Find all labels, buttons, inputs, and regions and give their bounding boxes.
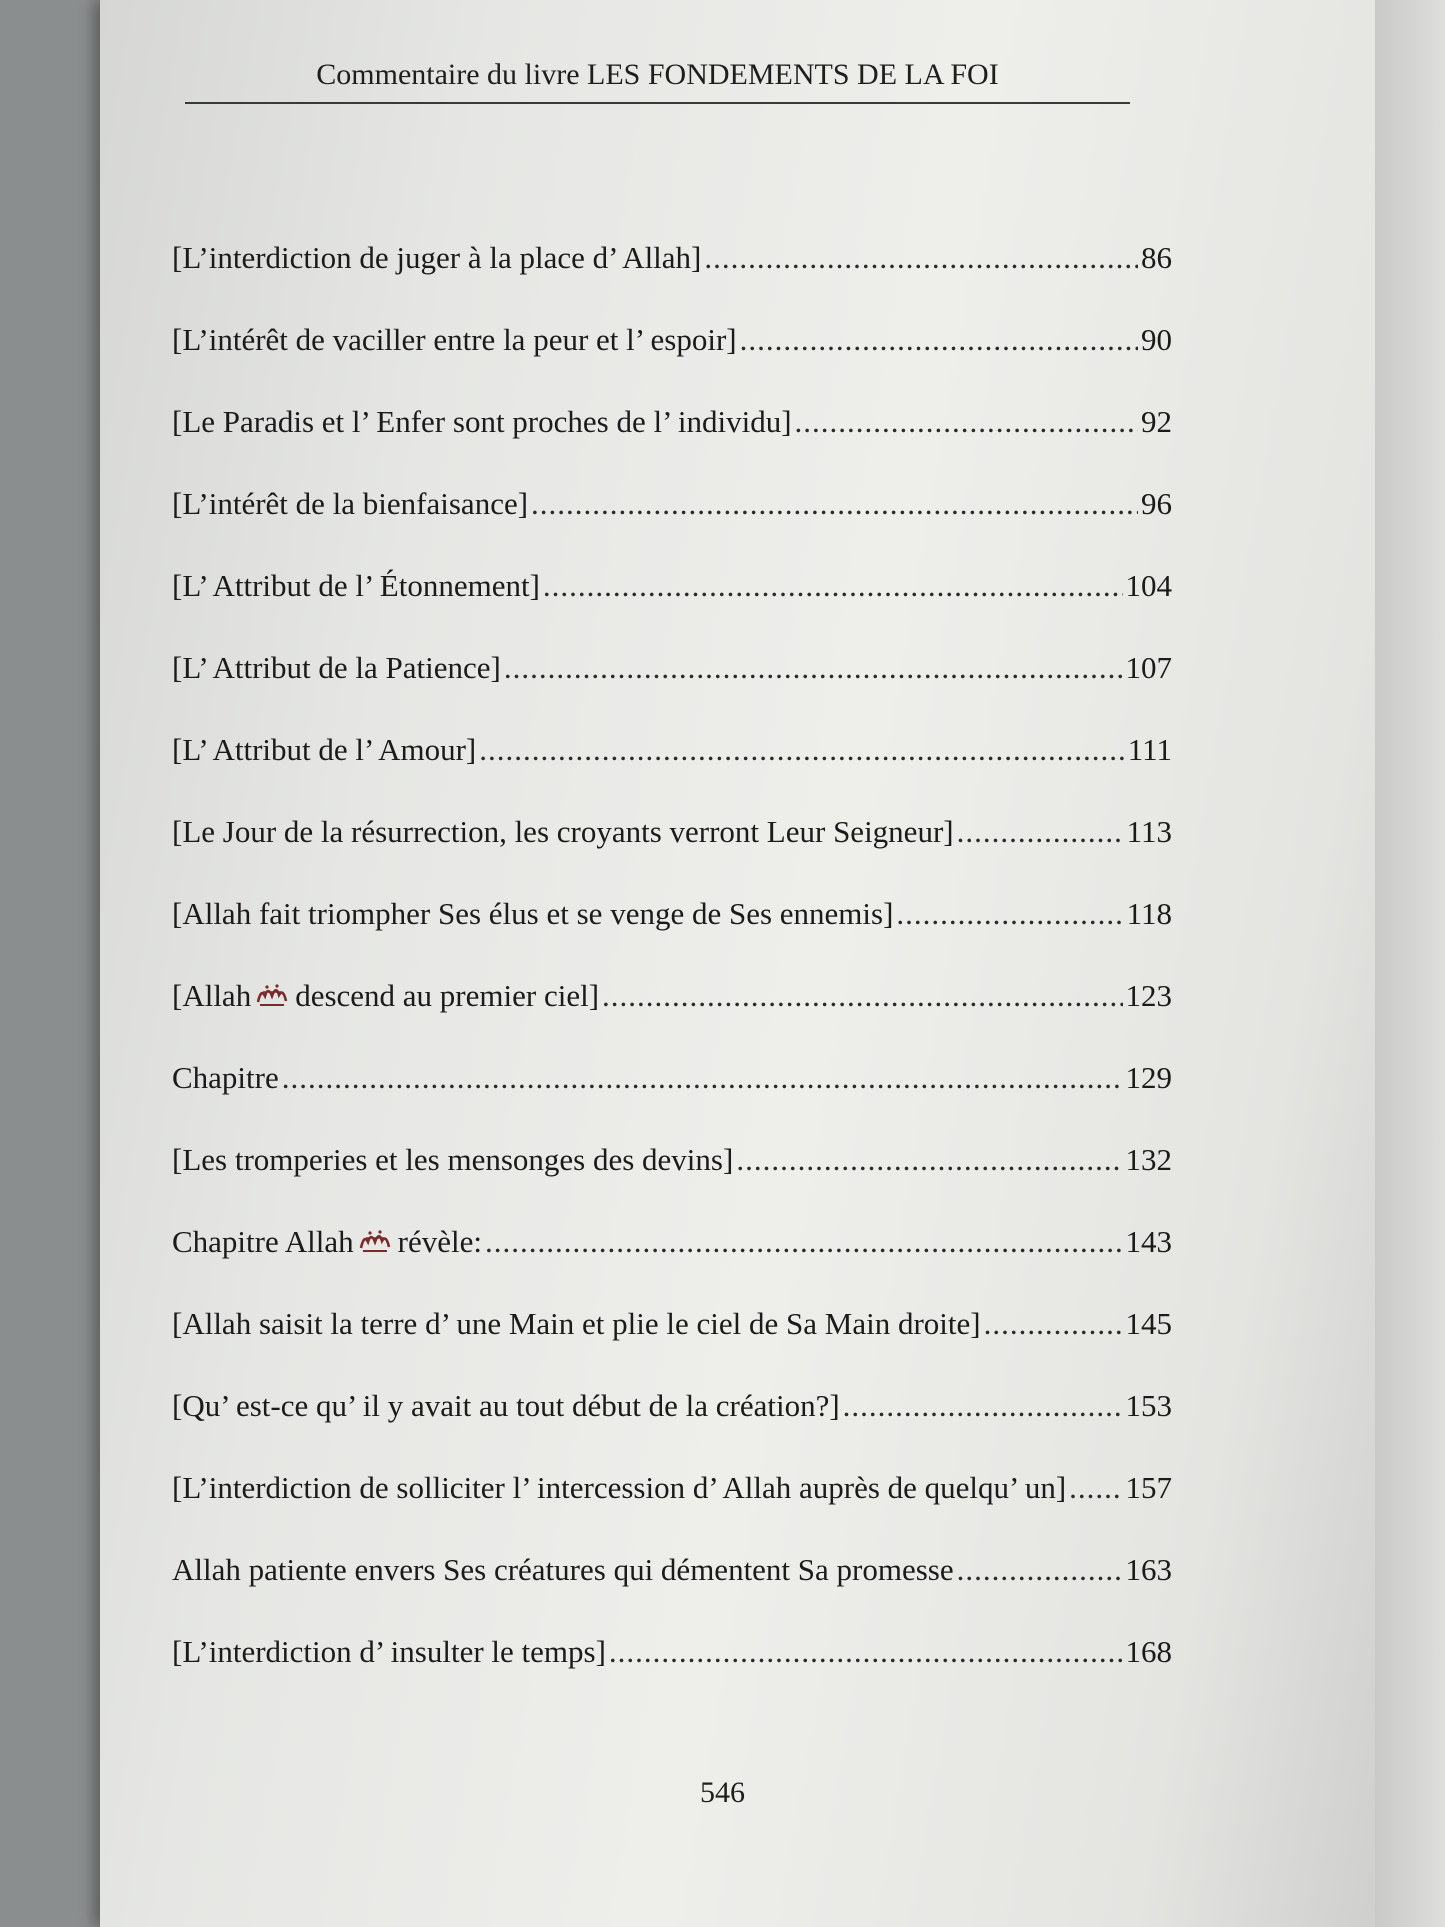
entry-title (172, 1224, 482, 1260)
entry-title-start: Chapitre Allah (172, 1224, 354, 1259)
entry-title: [L’interdiction de solliciter l’ intercession d’ Allah auprès de quelqu’ un] (172, 1470, 1067, 1505)
toc-entry (172, 978, 1172, 1060)
toc-entry (172, 1142, 1172, 1224)
entry-page-number: 107 (1125, 650, 1172, 685)
toc-entry (172, 322, 1172, 404)
dot-leader (795, 404, 1138, 440)
entry-title: [L’ Attribut de l’ Étonnement] (172, 568, 540, 603)
honorific-calligraphy-icon (255, 982, 289, 1008)
toc-entry (172, 1306, 1172, 1388)
entry-title: [Les tromperies et les mensonges des devins] (172, 1142, 734, 1177)
entry-page-number: 143 (1125, 1224, 1172, 1259)
dot-leader (282, 1060, 1123, 1096)
header-rule (185, 102, 1130, 104)
dot-leader (602, 978, 1122, 1014)
dot-leader (479, 732, 1125, 768)
entry-page-number: 153 (1125, 1388, 1172, 1423)
toc-entry (172, 814, 1172, 896)
toc-entry (172, 486, 1172, 568)
entry-title-end: révèle: (397, 1224, 482, 1259)
toc-entry (172, 650, 1172, 732)
entry-page-number: 111 (1127, 732, 1172, 767)
toc-entry (172, 1060, 1172, 1142)
entry-title (172, 978, 599, 1014)
dot-leader (704, 240, 1138, 276)
dot-leader (843, 1388, 1123, 1424)
entry-page-number: 163 (1125, 1552, 1172, 1587)
dot-leader (485, 1224, 1123, 1260)
entry-title: [L’ Attribut de la Patience] (172, 650, 501, 685)
entry-title: [Le Paradis et l’ Enfer sont proches de l’ individu] (172, 404, 792, 439)
dot-leader (736, 1142, 1122, 1178)
toc-entry (172, 1552, 1172, 1634)
dot-leader (543, 568, 1123, 604)
entry-title: [Allah fait triompher Ses élus et se venge de Ses ennemis] (172, 896, 894, 931)
dot-leader (957, 814, 1124, 850)
dot-leader (1069, 1470, 1122, 1506)
running-header: Commentaire du livre LES FONDEMENTS DE LA FOI (316, 58, 999, 91)
table-of-contents (172, 240, 1282, 1716)
dot-leader (531, 486, 1138, 522)
entry-title: [L’ Attribut de l’ Amour] (172, 732, 477, 767)
entry-page-number: 123 (1125, 978, 1172, 1013)
entry-page-number: 157 (1125, 1470, 1172, 1505)
toc-entry (172, 1470, 1172, 1552)
entry-page-number: 92 (1141, 404, 1172, 439)
toc-entry (172, 1388, 1172, 1470)
dot-leader (740, 322, 1138, 358)
entry-page-number: 145 (1125, 1306, 1172, 1341)
entry-page-number: 132 (1125, 1142, 1172, 1177)
toc-entry (172, 1224, 1172, 1306)
dot-leader (896, 896, 1123, 932)
entry-title: [L’interdiction d’ insulter le temps] (172, 1634, 606, 1669)
entry-page-number: 118 (1126, 896, 1172, 931)
toc-entry (172, 568, 1172, 650)
entry-title-end: descend au premier ciel] (295, 978, 600, 1013)
honorific-calligraphy-icon (358, 1228, 392, 1254)
toc-entry (172, 896, 1172, 978)
entry-title: [L’interdiction de juger à la place d’ Allah] (172, 240, 702, 275)
entry-title: [Qu’ est-ce qu’ il y avait au tout début de la création?] (172, 1388, 840, 1423)
entry-title: Chapitre (172, 1060, 279, 1095)
entry-title: Allah patiente envers Ses créatures qui démentent Sa promesse (172, 1552, 954, 1587)
toc-entry (172, 1634, 1172, 1716)
dot-leader (984, 1306, 1123, 1342)
entry-page-number: 86 (1141, 240, 1172, 275)
toc-entry (172, 404, 1172, 486)
entry-title: [Le Jour de la résurrection, les croyants verront Leur Seigneur] (172, 814, 954, 849)
adjacent-page-edge (1375, 0, 1445, 1927)
entry-page-number: 90 (1141, 322, 1172, 357)
page-number: 546 (700, 1776, 745, 1809)
entry-title: [L’intérêt de vaciller entre la peur et l’ espoir] (172, 322, 737, 357)
entry-page-number: 168 (1125, 1634, 1172, 1669)
dot-leader (957, 1552, 1123, 1588)
entry-page-number: 113 (1126, 814, 1172, 849)
entry-page-number: 104 (1125, 568, 1172, 603)
dot-leader (504, 650, 1123, 686)
toc-entry (172, 240, 1172, 322)
entry-title: [Allah saisit la terre d’ une Main et plie le ciel de Sa Main droite] (172, 1306, 981, 1341)
entry-title-start: [Allah (172, 978, 252, 1013)
toc-entry (172, 732, 1172, 814)
entry-page-number: 96 (1141, 486, 1172, 521)
entry-title: [L’intérêt de la bienfaisance] (172, 486, 529, 521)
entry-page-number: 129 (1125, 1060, 1172, 1095)
dot-leader (609, 1634, 1123, 1670)
